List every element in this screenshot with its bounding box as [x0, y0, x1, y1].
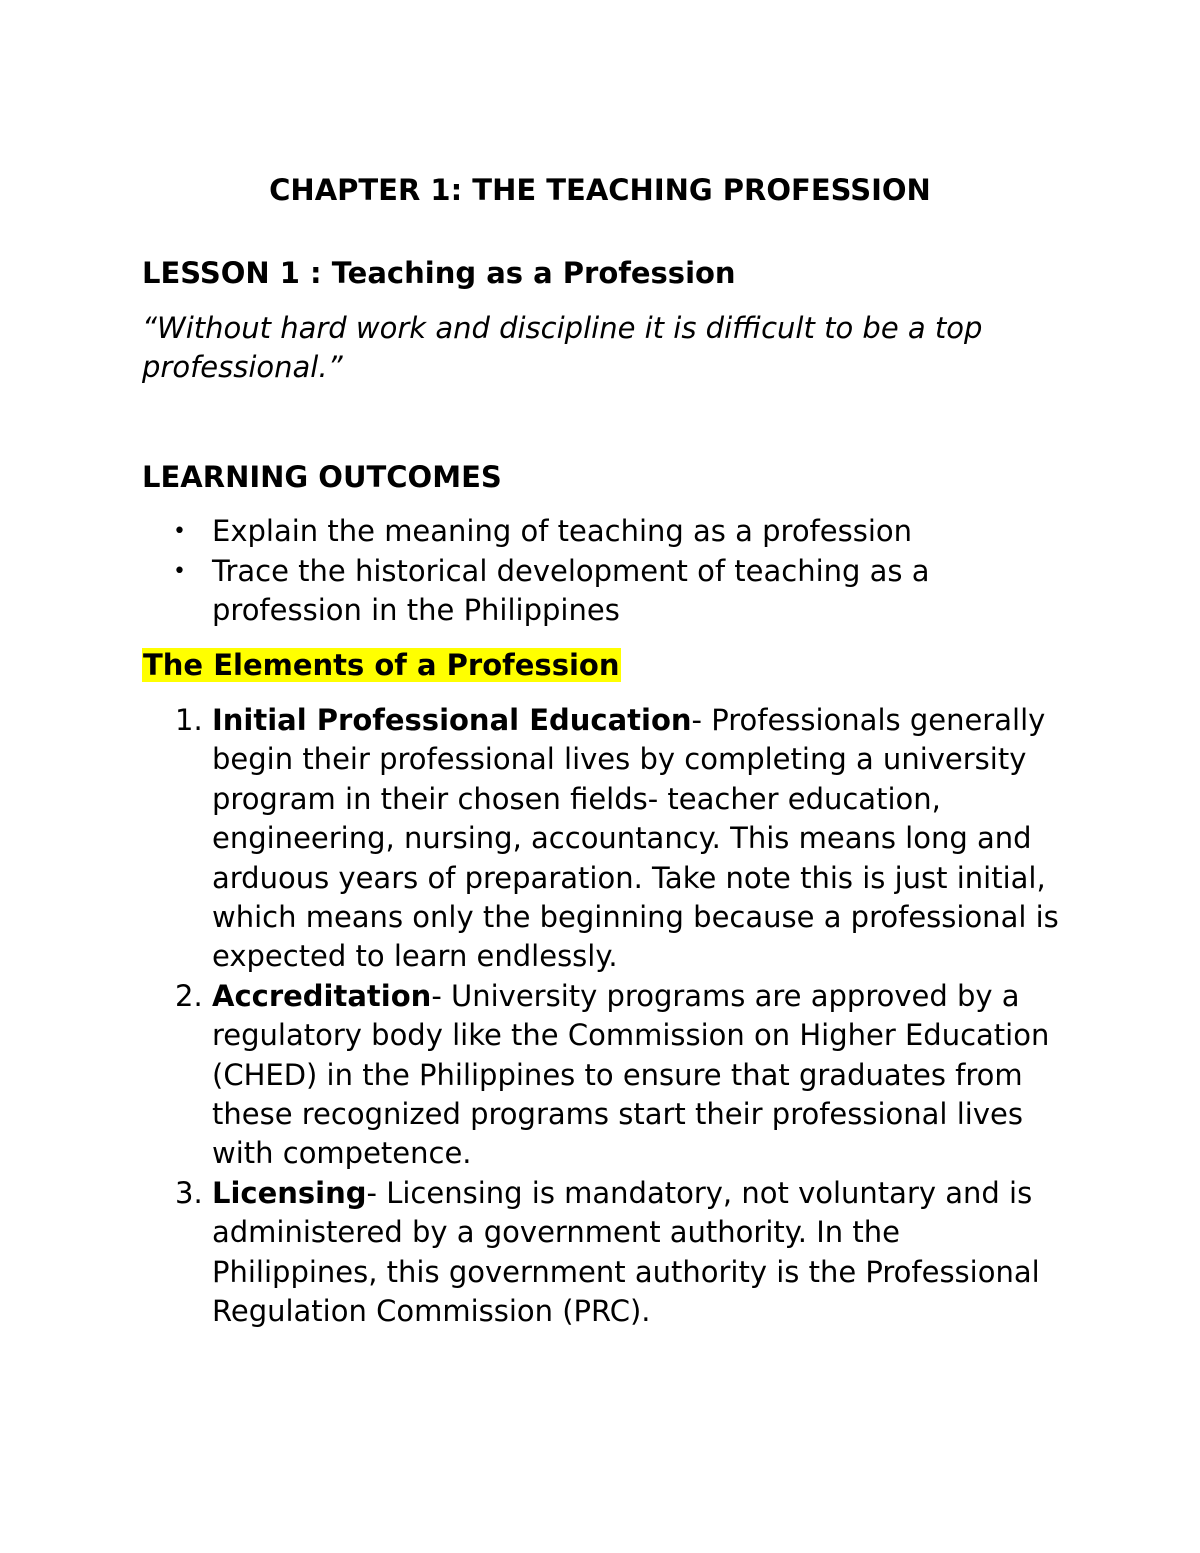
elements-list [142, 701, 1072, 1332]
learning-outcome-text: Trace the historical development of teaching as a profession in the Philippines [212, 553, 930, 627]
element-term: Accreditation [212, 978, 432, 1013]
element-term: Licensing [212, 1175, 367, 1210]
element-item [142, 977, 1072, 1174]
bullet-icon: • [173, 519, 186, 544]
lesson-title: LESSON 1 : Teaching as a Profession [142, 256, 736, 290]
chapter-title: CHAPTER 1: THE TEACHING PROFESSION [269, 173, 931, 207]
element-description: - Licensing is mandatory, not voluntary and is administered by a government authority. In the Philippines, this government authority is the Professional Regulation Commission (PRC). [212, 1175, 1040, 1329]
list-number: 2. [175, 978, 203, 1013]
element-item [142, 701, 1072, 977]
element-description: - Professionals generally begin their professional lives by completing a university program in their chosen fields- teacher education, engineering, nursing, accountancy. This means long and arduous years of preparation. Take note this is just initial, which means only the beginning because a professional is expected to learn endlessly. [212, 703, 1059, 974]
element-item [142, 1174, 1072, 1332]
elements-heading [142, 645, 621, 685]
element-term: Initial Professional Education [212, 703, 692, 737]
highlighted-heading-text: The Elements of a Profession [143, 648, 620, 682]
lesson-quote: “Without hard work and discipline it is difficult to be a top professional.” [142, 311, 983, 384]
element-description: - University programs are approved by a regulatory body like the Commission on Higher Education (CHED) in the Philippines to ensure that graduates from these recognized programs start their professional lives with competence. [212, 978, 1050, 1171]
learning-outcome-text: Explain the meaning of teaching as a profession [212, 514, 913, 548]
learning-outcome-item [142, 512, 1072, 552]
learning-outcome-item [142, 552, 1072, 631]
list-number: 3. [175, 1175, 203, 1210]
list-number: 1. [175, 703, 203, 737]
learning-outcomes-list [142, 512, 1072, 631]
bullet-icon: • [173, 558, 186, 584]
learning-outcomes-heading: LEARNING OUTCOMES [142, 460, 502, 494]
